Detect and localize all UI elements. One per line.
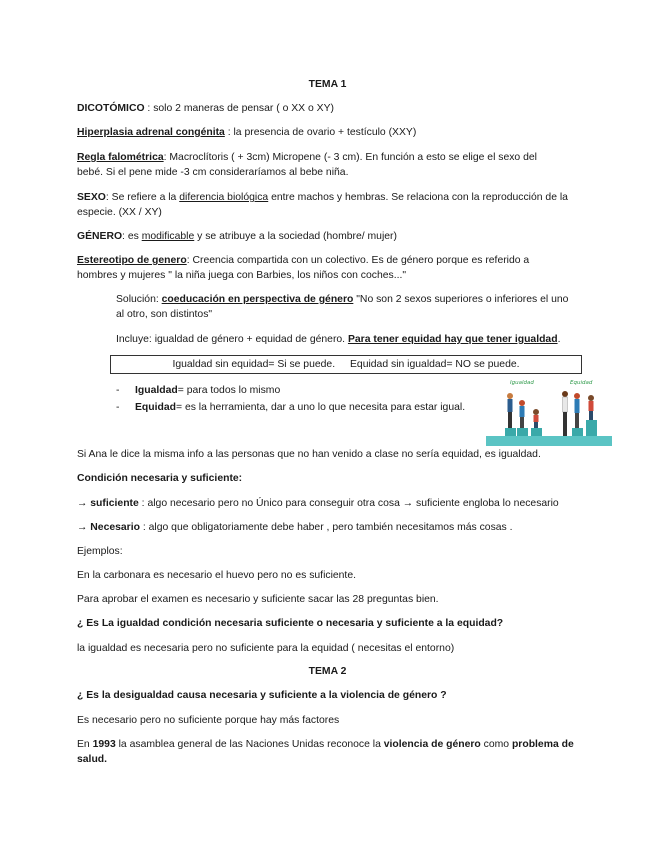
box-right-text: Equidad sin igualdad= NO se puede. — [349, 359, 520, 370]
person-child-left — [533, 409, 539, 428]
definition-regla-line1: Regla falométrica: Macroclítoris ( + 3cm) Micropene (- 3 cm). En función a esto se elige el sexo del — [77, 152, 537, 163]
definition-sexo-line1: SEXO: Se refiere a la diferencia biológica entre machos y hembras. Se relaciona con la reproducción de la — [77, 192, 568, 203]
onu-line2: salud. — [77, 754, 108, 765]
section-title-tema2: TEMA 2 — [308, 666, 347, 677]
bullet-dash-2: - — [116, 402, 120, 413]
box-right-2 — [586, 420, 597, 436]
definition-genero: GÉNERO: es modificable y se atribuye a la sociedad (hombre/ mujer) — [77, 231, 397, 242]
person-child-right — [588, 395, 594, 420]
condicion-title: Condición necesaria y suficiente: — [77, 473, 243, 484]
necesario-line: → Necesario : algo que obligatoriamente debe haber , pero también necesitamos más cosas . — [77, 522, 513, 533]
definition-sexo-line2: especie. (XX / XY) — [77, 207, 162, 218]
box-left-text: Igualdad sin equidad= Si se puede. — [172, 359, 336, 370]
pregunta-desigualdad: ¿ Es la desigualdad causa necesaria y suficiente a la violencia de género ? — [77, 690, 447, 701]
definition-estereotipo-line2: hombres y mujeres " la niña juega con Barbies, los niños con coches..." — [77, 270, 407, 281]
suficiente-line: → suficiente : algo necesario pero no Único para conseguir otra cosa → suficiente engloba lo necesario — [77, 498, 559, 509]
person-adult-right — [562, 391, 568, 436]
box-left-3 — [531, 428, 542, 436]
ejemplo-examen: Para aprobar el examen es necesario y suficiente sacar las 28 preguntas bien. — [77, 594, 439, 605]
box-left-1 — [505, 428, 516, 436]
box-right-1 — [572, 428, 583, 436]
person-teen-right — [574, 393, 580, 428]
bullet-equidad: Equidad= es la herramienta, dar a uno lo que necesita para estar igual. — [135, 402, 466, 413]
section-title-tema1: TEMA 1 — [308, 79, 347, 90]
illustration-ground — [486, 436, 612, 446]
onu-line1: En 1993 la asamblea general de las Naciones Unidas reconoce la violencia de género como problema de — [77, 739, 574, 750]
si-ana-line: Si Ana le dice la misma info a las personas que no han venido a clase no sería equidad, es igualdad. — [77, 449, 541, 460]
pregunta-igualdad: ¿ Es La igualdad condición necesaria suficiente o necesaria y suficiente a la equidad? — [77, 618, 504, 629]
igualdad-equidad-box — [110, 355, 582, 374]
ejemplos-label: Ejemplos: — [77, 546, 123, 557]
person-adult-left — [507, 393, 513, 428]
illustration-label-equidad: Equidad — [570, 380, 593, 386]
respuesta-igualdad: la igualdad es necesaria pero no suficiente para la equidad ( necesitas el entorno) — [77, 643, 455, 654]
box-left-2 — [517, 428, 528, 436]
bullet-igualdad: Igualdad= para todos lo mismo — [135, 385, 281, 396]
ejemplo-carbonara: En la carbonara es necesario el huevo pero no es suficiente. — [77, 570, 356, 581]
person-teen-left — [519, 400, 525, 428]
bullet-dash-1: - — [116, 385, 120, 396]
solucion-line1: Solución: coeducación en perspectiva de género "No son 2 sexos superiores o inferiores el uno — [116, 294, 569, 305]
incluye-line: Incluye: igualdad de género + equidad de género. Para tener equidad hay que tener igualdad. — [116, 334, 561, 345]
definition-regla-line2: bebé. Si el pene mide -3 cm consideraríamos al bebe niña. — [77, 167, 349, 178]
equality-equity-illustration — [486, 376, 612, 446]
illustration-label-igualdad: Igualdad — [510, 380, 534, 386]
definition-estereotipo-line1: Estereotipo de genero: Creencia compartida con un colectivo. Es de género porque es referido a — [77, 255, 530, 266]
solucion-line2: al otro, son distintos" — [116, 309, 213, 320]
definition-hiperplasia: Hiperplasia adrenal congénita : la presencia de ovario + testículo (XXY) — [77, 127, 417, 138]
respuesta-desigualdad: Es necesario pero no suficiente porque hay más factores — [77, 715, 340, 726]
definition-dicotomico: DICOTÓMICO : solo 2 maneras de pensar ( o XX o XY) — [77, 103, 334, 114]
